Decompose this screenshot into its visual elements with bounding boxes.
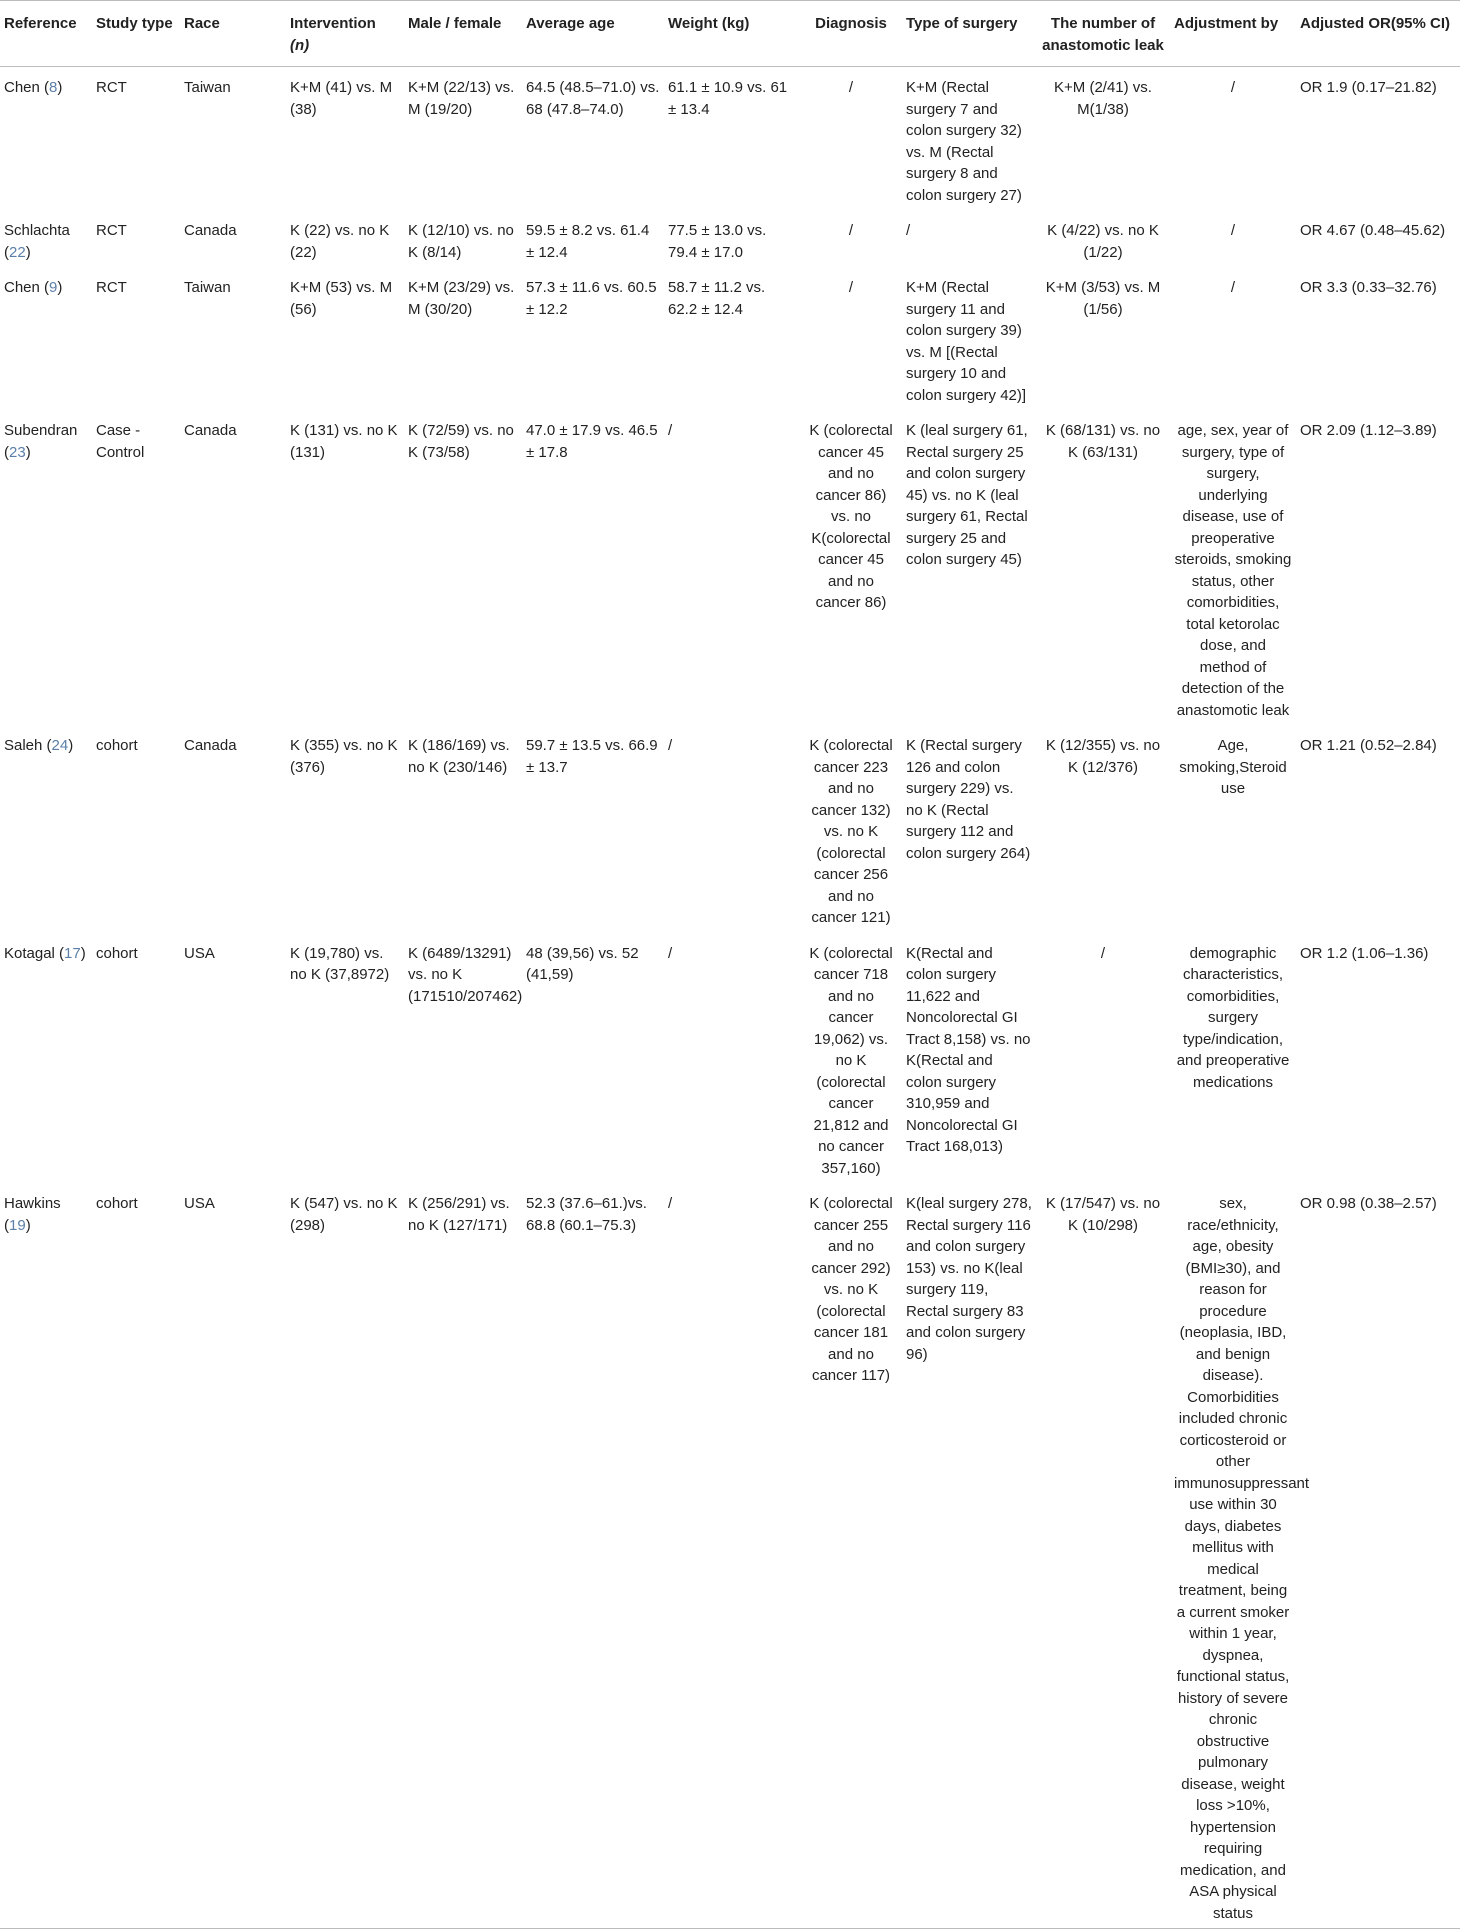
weight-cell: 77.5 ± 13.0 vs. 79.4 ± 17.0 [668, 222, 767, 261]
adjusted-or-cell: OR 1.9 (0.17–21.82) [1300, 79, 1437, 96]
header-adjustment: Adjustment by [1170, 1, 1296, 67]
anastomotic-leak-cell: K+M (3/53) vs. M (1/56) [1045, 279, 1161, 318]
header-race: Race [180, 1, 286, 67]
table-body [0, 67, 1460, 1929]
intervention-cell: K (19,780) vs. no K (37,8972) [290, 944, 390, 983]
intervention-cell: K (547) vs. no K (298) [286, 1183, 404, 1929]
study-type-cell: Case -Control [96, 422, 145, 461]
study-type-cell: cohort [96, 944, 138, 962]
table-row [0, 210, 1460, 267]
sex-cell: K (256/291) vs. no K (127/171) [404, 1183, 522, 1929]
adjusted-or-cell: OR 2.09 (1.12–3.89) [1300, 422, 1437, 439]
weight-cell: / [664, 1183, 800, 1929]
adjusted-or-cell: OR 4.67 (0.48–45.62) [1300, 222, 1446, 239]
reference-cell: Hawkins (19) [0, 1183, 92, 1929]
adjusted-or-cell: OR 1.2 (1.06–1.36) [1300, 944, 1429, 962]
table-row [0, 267, 1460, 410]
age-cell: 57.3 ± 11.6 vs. 60.5 ± 12.2 [526, 279, 657, 318]
diagnosis-cell: / [848, 79, 854, 96]
reference-link[interactable]: 8 [49, 79, 58, 96]
adjustment-cell: demographic characteristics, comorbidities, surgery type/indication, and preoperative medications [1176, 944, 1290, 1091]
race-cell: Taiwan [184, 279, 231, 296]
header-diagnosis: Diagnosis [800, 1, 902, 67]
diagnosis-cell: K (colorectal cancer 223 and no cancer 132) vs. no K (colorectal cancer 256 and no cancer 121) [809, 737, 893, 926]
header-intervention-n: (n) [290, 36, 310, 54]
surgery-cell: K (Rectal surgery 126 and colon surgery 229) vs. no K (Rectal surgery 112 and colon surgery 264) [906, 737, 1031, 862]
sex-cell: K (6489/13291) vs. no K (171510/207462) [408, 944, 523, 1005]
adjusted-or-cell: OR 0.98 (0.38–2.57) [1296, 1183, 1460, 1929]
sex-cell: K+M (23/29) vs. M (30/20) [408, 279, 515, 318]
table-row [0, 725, 1460, 933]
reference-cell: Chen (9) [4, 279, 63, 296]
reference-author: Saleh [4, 737, 43, 754]
reference-cell: Chen (8) [4, 79, 63, 96]
race-cell: USA [180, 1183, 286, 1929]
weight-cell: / [668, 737, 673, 754]
header-adjusted-or: Adjusted OR(95% CI) [1296, 1, 1460, 67]
diagnosis-cell: K (colorectal cancer 718 and no cancer 19,062) vs. no K (colorectal cancer 21,812 and no cancer 357,160) [809, 944, 893, 1177]
reference-cell: Subendran (23) [4, 422, 78, 461]
adjusted-or-cell: OR 1.21 (0.52–2.84) [1300, 737, 1437, 754]
adjustment-cell: Age, smoking,Steroid use [1179, 737, 1287, 797]
anastomotic-leak-cell: K (12/355) vs. no K (12/376) [1045, 737, 1161, 776]
surgery-cell: K(Rectal and colon surgery 11,622 and Noncolorectal GI Tract 8,158) vs. no K(Rectal and colon surgery 310,959 and Noncolorectal GI Tract 168,013) [906, 944, 1031, 1155]
study-type-cell: cohort [96, 737, 138, 754]
intervention-cell: K (131) vs. no K (131) [290, 422, 398, 461]
header-weight: Weight (kg) [664, 1, 800, 67]
weight-cell: 58.7 ± 11.2 vs. 62.2 ± 12.4 [668, 279, 766, 318]
header-intervention [286, 1, 404, 67]
adjustment-cell: / [1230, 222, 1236, 239]
surgery-cell: K+M (Rectal surgery 7 and colon surgery 32) vs. M (Rectal surgery 8 and colon surgery 27) [906, 79, 1022, 204]
reference-cell: Kotagal (17) [4, 944, 86, 962]
diagnosis-cell: / [848, 279, 854, 296]
diagnosis-cell: K (colorectal cancer 255 and no cancer 292) vs. no K (colorectal cancer 181 and no cancer 117) [800, 1183, 902, 1929]
intervention-cell: K (22) vs. no K (22) [290, 222, 390, 261]
study-type-cell: RCT [96, 222, 127, 239]
study-type-cell: RCT [96, 79, 127, 96]
intervention-cell: K+M (53) vs. M (56) [290, 279, 393, 318]
reference-author: Hawkins [4, 1195, 61, 1212]
anastomotic-leak-cell: K (68/131) vs. no K (63/131) [1045, 422, 1161, 461]
age-cell: 59.5 ± 8.2 vs. 61.4 ± 12.4 [526, 222, 650, 261]
reference-link[interactable]: 23 [9, 443, 26, 461]
header-anastomotic-leak: The number of anastomotic leak [1036, 1, 1170, 67]
header-study-type: Study type [92, 1, 180, 67]
race-cell: Canada [184, 737, 237, 754]
reference-cell: Saleh (24) [4, 737, 74, 754]
age-cell: 48 (39,56) vs. 52 (41,59) [526, 944, 639, 983]
diagnosis-cell: K (colorectal cancer 45 and no cancer 86) vs. no K(colorectal cancer 45 and no cancer 86) [809, 422, 893, 611]
header-surgery: Type of surgery [902, 1, 1036, 67]
adjusted-or-cell: OR 3.3 (0.33–32.76) [1300, 279, 1437, 296]
table-row [0, 67, 1460, 211]
weight-cell: / [668, 944, 673, 962]
anastomotic-leak-cell: K (4/22) vs. no K (1/22) [1047, 222, 1159, 261]
diagnosis-cell: / [848, 222, 854, 239]
reference-link[interactable]: 24 [51, 737, 69, 754]
sex-cell: K (12/10) vs. no K (8/14) [408, 222, 514, 261]
reference-link[interactable]: 22 [9, 243, 26, 261]
age-cell: 47.0 ± 17.9 vs. 46.5 ± 17.8 [526, 422, 658, 461]
adjustment-cell: age, sex, year of surgery, type of surgery, underlying disease, use of preoperative steroids, smoking status, other comorbidities, total ketorolac dose, and method of detection of the anastomotic leak [1174, 422, 1292, 719]
adjustment-cell: sex, race/ethnicity, age, obesity (BMI≥30), and reason for procedure (neoplasia, IBD, and benign disease). Comorbidities included chronic corticosteroid or other immunosuppressant use within 30 days, diabetes mellitus with medical treatment, being a current smoker within 1 year, dyspnea, functional status, history of severe chronic obstructive pulmonary disease, weight loss >10%, hypertension requiring medication, and ASA physical status [1170, 1183, 1296, 1929]
race-cell: Canada [184, 222, 237, 239]
table-row [0, 410, 1460, 725]
anastomotic-leak-cell: K+M (2/41) vs. M(1/38) [1054, 79, 1152, 118]
reference-author: Chen [4, 279, 40, 296]
age-cell: 59.7 ± 13.5 vs. 66.9 ± 13.7 [526, 737, 658, 776]
intervention-cell: K+M (41) vs. M (38) [290, 79, 393, 118]
anastomotic-leak-cell: K (17/547) vs. no K (10/298) [1036, 1183, 1170, 1929]
sex-cell: K (72/59) vs. no K (73/58) [408, 422, 514, 461]
header-sex: Male / female [404, 1, 522, 67]
reference-link[interactable]: 17 [64, 944, 81, 962]
race-cell: Taiwan [184, 79, 231, 96]
anastomotic-leak-cell: / [1100, 944, 1106, 962]
surgery-cell: K(leal surgery 278, Rectal surgery 116 and colon surgery 153) vs. no K(leal surgery 119, Rectal surgery 83 and colon surgery 96) [902, 1183, 1036, 1929]
header-row [0, 1, 1460, 67]
surgery-cell: / [906, 222, 911, 239]
reference-author: Kotagal [4, 944, 55, 962]
reference-author: Schlachta [4, 222, 70, 239]
study-type-cell: cohort [92, 1183, 180, 1929]
header-intervention-label: Intervention [290, 15, 376, 32]
header-reference: Reference [0, 1, 92, 67]
reference-author: Subendran [4, 422, 78, 439]
weight-cell: 61.1 ± 10.9 vs. 61 ± 13.4 [668, 79, 788, 118]
header-age: Average age [522, 1, 664, 67]
surgery-cell: K+M (Rectal surgery 11 and colon surgery 39) vs. M [(Rectal surgery 10 and colon surgery 42)] [906, 279, 1027, 404]
race-cell: USA [184, 944, 215, 962]
reference-link[interactable]: 9 [49, 279, 58, 296]
age-cell: 64.5 (48.5–71.0) vs. 68 (47.8–74.0) [526, 79, 660, 118]
reference-cell: Schlachta (22) [4, 222, 70, 261]
study-type-cell: RCT [96, 279, 127, 296]
adjustment-cell: / [1230, 79, 1236, 96]
intervention-cell: K (355) vs. no K (376) [290, 737, 398, 776]
weight-cell: / [668, 422, 673, 439]
age-cell: 52.3 (37.6–61.)vs. 68.8 (60.1–75.3) [522, 1183, 664, 1929]
surgery-cell: K (leal surgery 61, Rectal surgery 25 and colon surgery 45) vs. no K (leal surgery 61, Rectal surgery 25 and colon surgery 45) [906, 422, 1028, 568]
race-cell: Canada [184, 422, 237, 439]
sex-cell: K (186/169) vs. no K (230/146) [408, 737, 510, 776]
sex-cell: K+M (22/13) vs. M (19/20) [408, 79, 515, 118]
table-row [0, 933, 1460, 1184]
reference-author: Chen [4, 79, 40, 96]
adjustment-cell: / [1230, 279, 1236, 296]
reference-link[interactable]: 19 [9, 1216, 26, 1234]
table-row [0, 1183, 1460, 1929]
